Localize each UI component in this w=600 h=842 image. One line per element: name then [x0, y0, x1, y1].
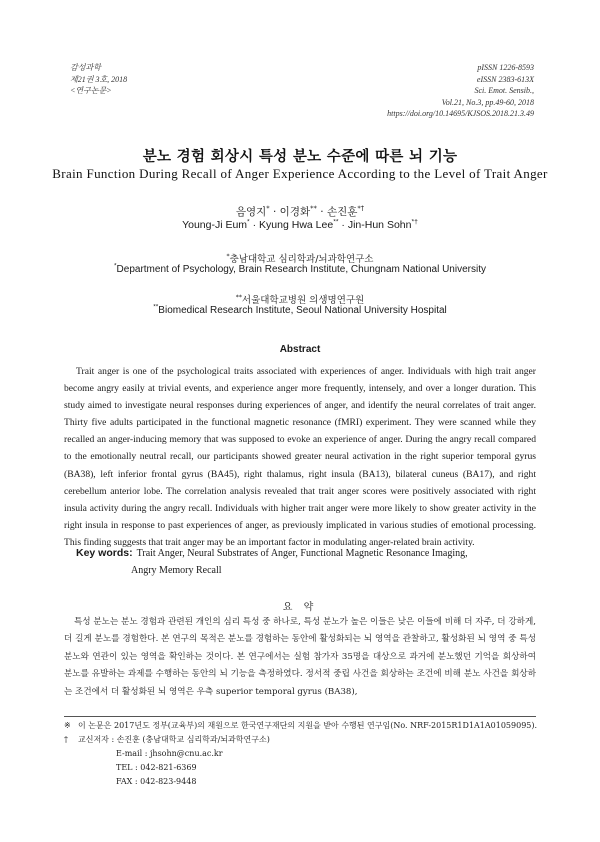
affiliation-1-english — [0, 264, 600, 275]
affiliation-2-english — [0, 305, 600, 316]
journal-volume: 제21권 3호, 2018 — [70, 74, 128, 84]
footnote-text: 교신저자 : 손진훈 (충남대학교 심리학과/뇌과학연구소) — [78, 735, 270, 744]
eissn: eISSN 2383-613X — [476, 74, 534, 84]
author-name: 음영지 — [235, 206, 267, 218]
title-english: Brain Function During Recall of Anger Experience According to the Level of Trait Anger — [52, 166, 548, 181]
affiliation-mark: * — [226, 252, 230, 260]
author-name: Kyung Hwa Lee — [259, 219, 334, 231]
author-name: 이경화 — [279, 206, 311, 218]
footnote-mark: † — [64, 735, 68, 744]
author-separator: · — [338, 219, 348, 231]
author-separator: · — [316, 206, 327, 218]
author-mark: *† — [357, 204, 365, 213]
authors-english — [0, 219, 600, 231]
doi-link[interactable]: https://doi.org/10.14695/KJSOS.2018.21.3.49 — [387, 109, 534, 118]
footnote-mark: ※ — [64, 721, 71, 730]
pissn: pISSN 1226-8593 — [477, 63, 534, 72]
authors-korean — [0, 204, 600, 219]
title-korean: 분노 경험 회상시 특성 분노 수준에 따른 뇌 기능 — [142, 149, 458, 165]
author-mark: * — [266, 204, 270, 213]
affiliation-1-korean — [0, 251, 600, 265]
summary-text: 특성 분노는 분노 경험과 관련된 개인의 심리 특성 중 하나로, 특성 분노가 높은 이들은 낮은 이들에 비해 더 자주, 더 강하게, 더 길게 분노를 경험한다. 본 연구의 목적은 분노를 경험하는 동안에 활성화되는 뇌 영역을 관찰하고, 활성화된 뇌 영역 중 특성 분노와 연관이 있는 영역을 확인하는 것이다. 본 연구에서는 실험 참가자 35명을 대상으로 과거에 분노했던 기억을 회상하여 분노를 유발하는 과제를 수행하는 동안의 뇌 기능을 측정하였다. 정서적 중립 사건을 회상하는 조건에 비해 분노 사건을 회상하는 조건에서 더 활성화된 뇌 영역은 우측 superior temporal gyrus (BA38), — [64, 617, 536, 697]
author-name: 손진훈 — [326, 206, 358, 218]
footnote-text: 이 논문은 2017년도 정부(교육부)의 재원으로 한국연구재단의 지원을 받아 수행된 연구임(No. NRF-2015R1D1A1A01059095). — [78, 721, 538, 730]
affiliation-text: Biomedical Research Institute, Seoul National University Hospital — [158, 305, 447, 316]
journal-name: 감성과학 — [70, 63, 101, 72]
affiliation-text: Department of Psychology, Brain Research Institute, Chungnam National University — [116, 264, 486, 275]
contact-email[interactable]: E-mail : jhsohn@cnu.ac.kr — [116, 749, 223, 758]
affiliation-mark: ** — [153, 303, 159, 311]
summary-heading: 요 약 — [282, 602, 318, 613]
keywords-line-1: Trait Anger, Neural Substrates of Anger, Functional Magnetic Resonance Imaging, — [136, 548, 468, 559]
journal-header-left — [70, 62, 127, 97]
journal-header-right — [387, 62, 534, 120]
author-mark: * — [247, 218, 250, 226]
author-name: Young-Ji Eum — [182, 219, 248, 231]
abstract-heading: Abstract — [279, 344, 321, 355]
keywords — [76, 545, 536, 579]
affiliation-2-korean — [0, 292, 600, 306]
affiliation-text: 서울대학교병원 의생명연구원 — [241, 295, 365, 306]
journal-abbrev: Sci. Emot. Sensib., — [474, 86, 534, 95]
article-type: <연구논문> — [70, 86, 112, 95]
author-mark: ** — [310, 204, 317, 213]
author-name: Jin-Hun Sohn — [347, 219, 412, 231]
footnote-divider — [64, 716, 536, 717]
funding-footnote — [64, 719, 544, 733]
keywords-line-2: Angry Memory Recall — [131, 565, 222, 576]
affiliation-mark: ** — [235, 293, 242, 301]
affiliation-mark: * — [114, 262, 117, 270]
abstract-text: Trait anger is one of the psychological traits associated with experiences of anger. Individuals with high trait anger become angry easily at trivial events, and experience anger more frequently, intensely, and over a longer duration. This study aimed to investigate neural responses during experiences of anger, and identify the neural correlates of trait anger. Thirty five adults participated in the functional magnetic resonance (fMRI) experiment. They were scanned while they recalled an anger-inducing memory that was supposed to evoke an experience of anger. During the angry recall compared to the emotionally neutral recall, our participants showed greater neural activation in the right superior temporal gyrus (BA38), left inferior frontal gyrus (BA45), right thalamus, right insula (BA13), bilateral cuneus (BA17), and right cerebellum anterior lobe. The correlation analysis revealed that trait anger scores were positively associated with right insula activity during the angry recall. Individuals with higher trait anger were more likely to show greater activity in the right insula in response to past experiences of anger, as previously implicated in various studies of emotional processing. This finding suggests that trait anger may be an important factor in modulating anger-related brain activity. — [64, 366, 536, 548]
affiliation-text: 충남대학교 심리학과/뇌과학연구소 — [229, 254, 374, 265]
author-separator: · — [249, 219, 260, 231]
volume-pages: Vol.21, No.3, pp.49-60, 2018 — [441, 97, 534, 107]
keywords-label: Key words: — [76, 547, 133, 559]
contact-tel: TEL : 042-821-6369 — [116, 763, 197, 772]
corresponding-author-footnote — [64, 733, 544, 747]
author-separator: · — [269, 206, 280, 218]
author-mark: *† — [411, 218, 418, 226]
author-mark: ** — [333, 218, 339, 226]
contact-fax: FAX : 042-823-9448 — [116, 777, 197, 786]
